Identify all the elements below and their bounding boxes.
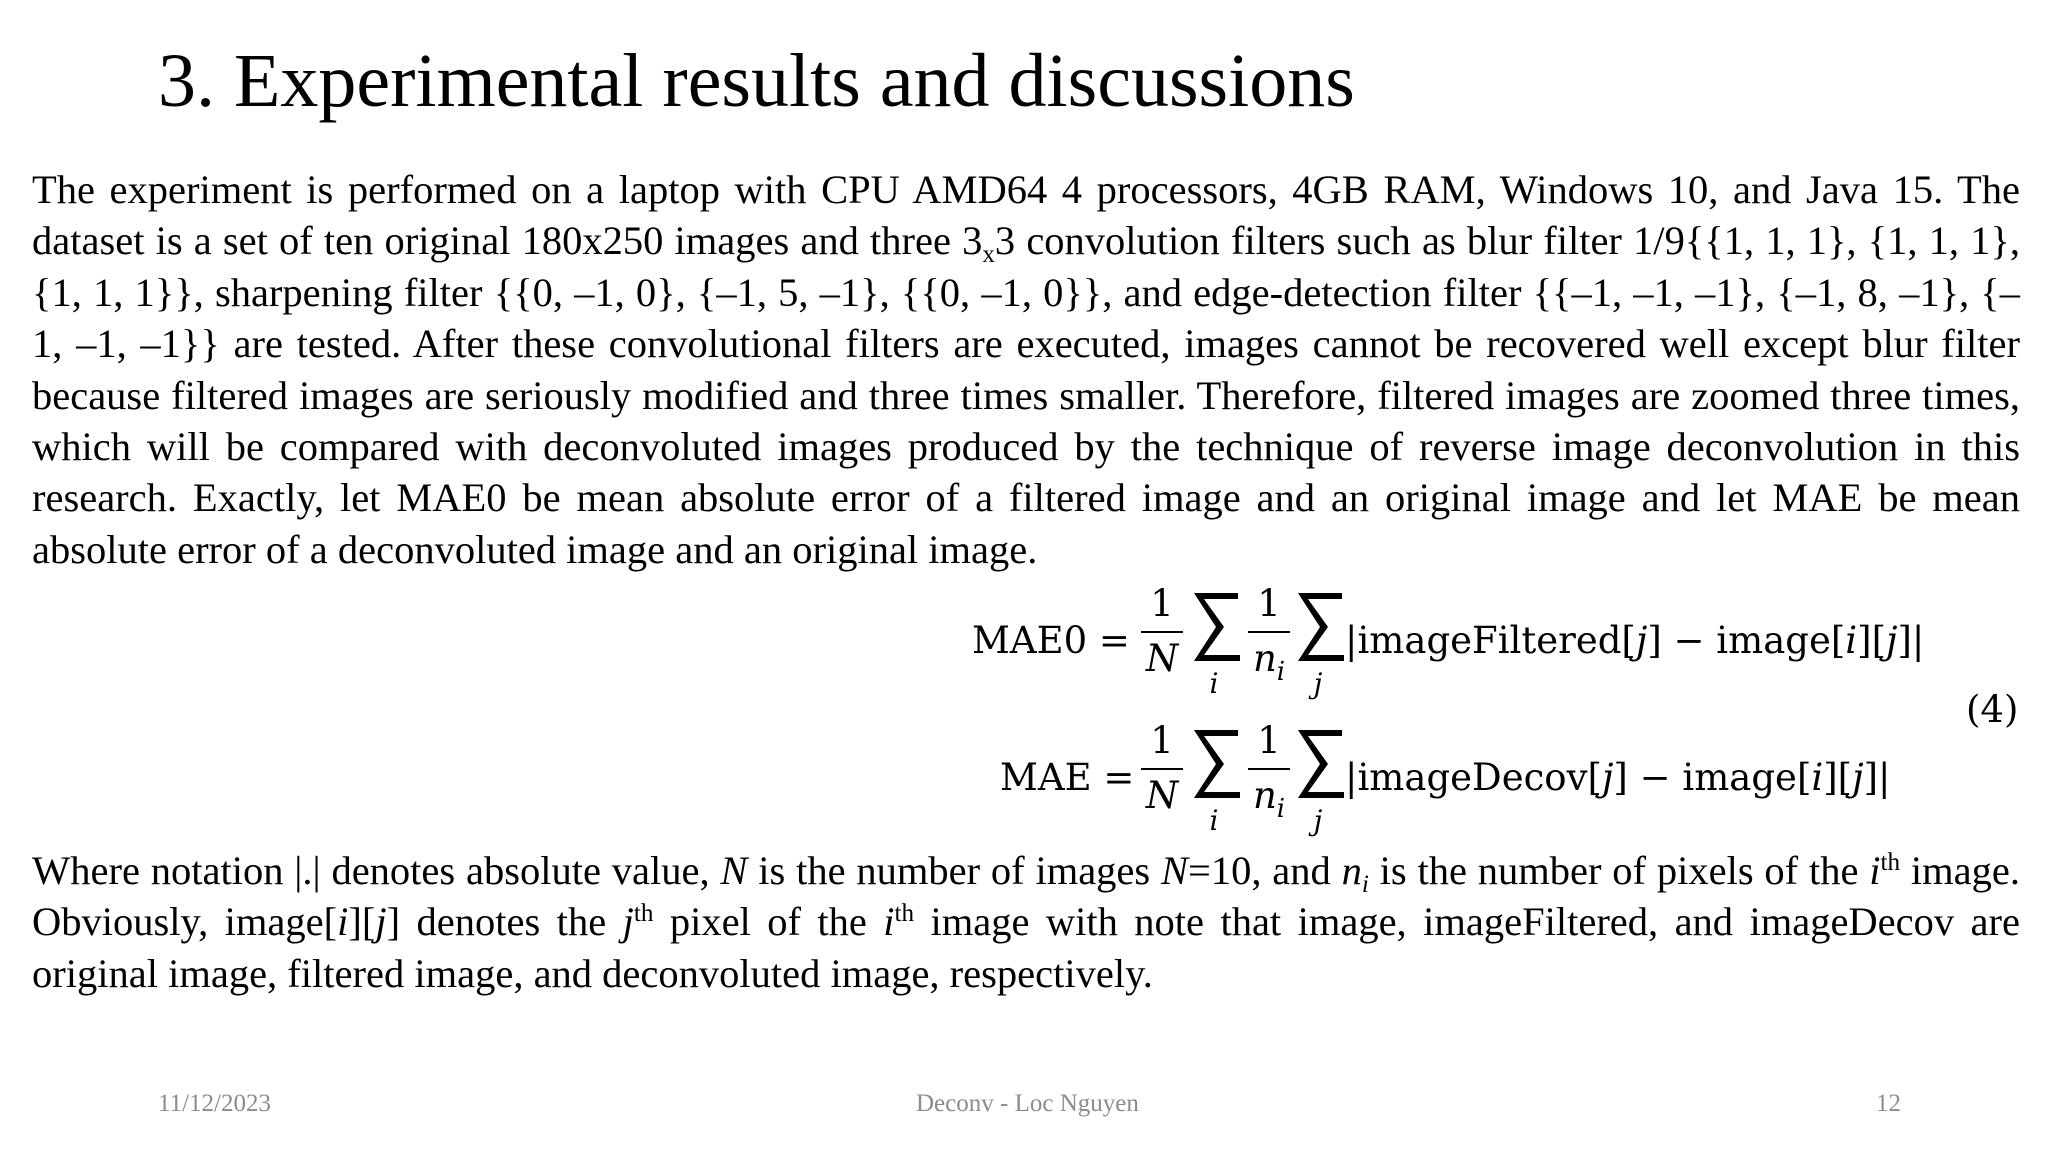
expr-text: ] − image[ — [1647, 618, 1846, 662]
paragraph-text: pixel of the — [653, 899, 884, 945]
paragraph-notation — [32, 845, 2020, 999]
expr-var-j: j — [1886, 618, 1898, 662]
expr-text: ]| — [1897, 618, 1925, 662]
equation-number: (4) — [1966, 688, 2019, 731]
denominator-subscript: i — [1276, 657, 1286, 688]
paragraph-text: =10, and — [1188, 848, 1342, 893]
fraction-denominator: N — [1145, 774, 1179, 817]
paragraph-text: is the number of images — [747, 848, 1161, 893]
fraction-1-over-n — [1137, 716, 1187, 822]
paragraph-text: is the number of pixels of the — [1368, 848, 1870, 893]
equation-expression — [1345, 575, 1924, 705]
expr-text: ][ — [1823, 755, 1853, 799]
summation-icon — [1288, 587, 1348, 700]
equation-lhs: MAE0 = — [972, 618, 1130, 662]
summation-icon — [1184, 587, 1244, 700]
expr-var-j: j — [1635, 618, 1648, 662]
denominator-subscript: i — [1276, 794, 1286, 825]
superscript-th: th — [1880, 849, 1901, 877]
page-number: 12 — [1876, 1090, 1901, 1117]
superscript-th: th — [633, 900, 654, 928]
expr-text: ]| — [1863, 755, 1891, 799]
footer-title: Deconv - Loc Nguyen — [916, 1090, 1139, 1117]
paragraph-text: ][ — [348, 899, 376, 945]
expr-text: |imageDecov[ — [1345, 755, 1602, 799]
expr-var-j: j — [1852, 755, 1864, 799]
summation-index: i — [1209, 804, 1219, 837]
equation-expression — [1345, 712, 1891, 842]
summation-index: i — [1209, 667, 1219, 700]
fraction-numerator: 1 — [1257, 582, 1281, 625]
fraction-numerator: 1 — [1257, 719, 1281, 762]
paragraph-text: image with note that image, imageFiltered, and imageDecov are original image, filtered image, and deconvoluted image, respectively. — [32, 899, 2020, 996]
summation-icon — [1288, 724, 1348, 837]
footer-date: 11/12/2023 — [158, 1090, 271, 1117]
summation-index: j — [1313, 667, 1323, 700]
var-n-subscript: i — [1361, 871, 1369, 899]
paragraph-text: image. Obviously, image[ — [32, 848, 2020, 945]
var-N: N — [1161, 848, 1189, 893]
slide-title: 3. Experimental results and discussions — [158, 39, 1355, 123]
expr-text: |imageFiltered[ — [1345, 618, 1636, 662]
expr-var-j: j — [1601, 755, 1614, 799]
var-j: j — [375, 899, 387, 945]
var-j: j — [622, 899, 634, 945]
paragraph-text: The experiment is performed on a laptop with CPU AMD64 4 processors, 4GB RAM, Windows 10, and Java 15. The dataset is a set of ten original 180x250 images and three 3 — [32, 167, 2020, 264]
summation-index: j — [1313, 804, 1323, 837]
summation-icon — [1184, 724, 1244, 837]
fraction-numerator: 1 — [1150, 719, 1174, 762]
fraction-denominator — [1244, 633, 1294, 688]
denominator-n: n — [1252, 637, 1277, 680]
paragraph-experiment-setup — [32, 164, 2020, 575]
var-i: i — [337, 899, 349, 945]
expr-text: ][ — [1857, 618, 1887, 662]
superscript-th: th — [894, 900, 915, 928]
paragraph-text: 3 convolution filters such as blur filter 1/9{{1, 1, 1}, {1, 1, 1}, {1, 1, 1}}, sharpening filter {{0, –1, 0}, {–1, 5, –1}, {{0, –1, 0}}, and edge-detection filter {{–1, –1, –1}, {–1, 8, –1}, {–1, –1, –1}} are tested. After these convolutional filters are executed, images cannot be recovered well except blur filter because filtered images are seriously modified and three times smaller. Therefore, filtered images are zoomed three times, which will be compared with deconvoluted images produced by the technique of reverse image deconvolution in this research. Exactly, let MAE0 be mean absolute error of a filtered image and an original image and let MAE be mean absolute error of a deconvoluted image and an original image. — [32, 218, 2020, 572]
equation-lhs: MAE = — [1000, 755, 1135, 799]
subscript-x: x — [982, 241, 995, 269]
expr-var-i: i — [1811, 755, 1824, 799]
var-n: n — [1341, 848, 1362, 893]
fraction-1-over-ni — [1244, 716, 1294, 825]
fraction-1-over-ni — [1244, 579, 1294, 688]
fraction-numerator: 1 — [1150, 582, 1174, 625]
expr-var-i: i — [1845, 618, 1858, 662]
fraction-denominator: N — [1145, 637, 1179, 680]
var-i: i — [883, 899, 895, 945]
var-i: i — [1869, 848, 1881, 893]
expr-text: ] − image[ — [1613, 755, 1812, 799]
paragraph-text: ] denotes the — [386, 899, 623, 945]
fraction-denominator — [1244, 770, 1294, 825]
paragraph-text: Where notation |.| denotes absolute value, — [32, 848, 721, 893]
denominator-n: n — [1252, 774, 1277, 817]
fraction-1-over-n — [1137, 579, 1187, 685]
var-N: N — [720, 848, 748, 893]
